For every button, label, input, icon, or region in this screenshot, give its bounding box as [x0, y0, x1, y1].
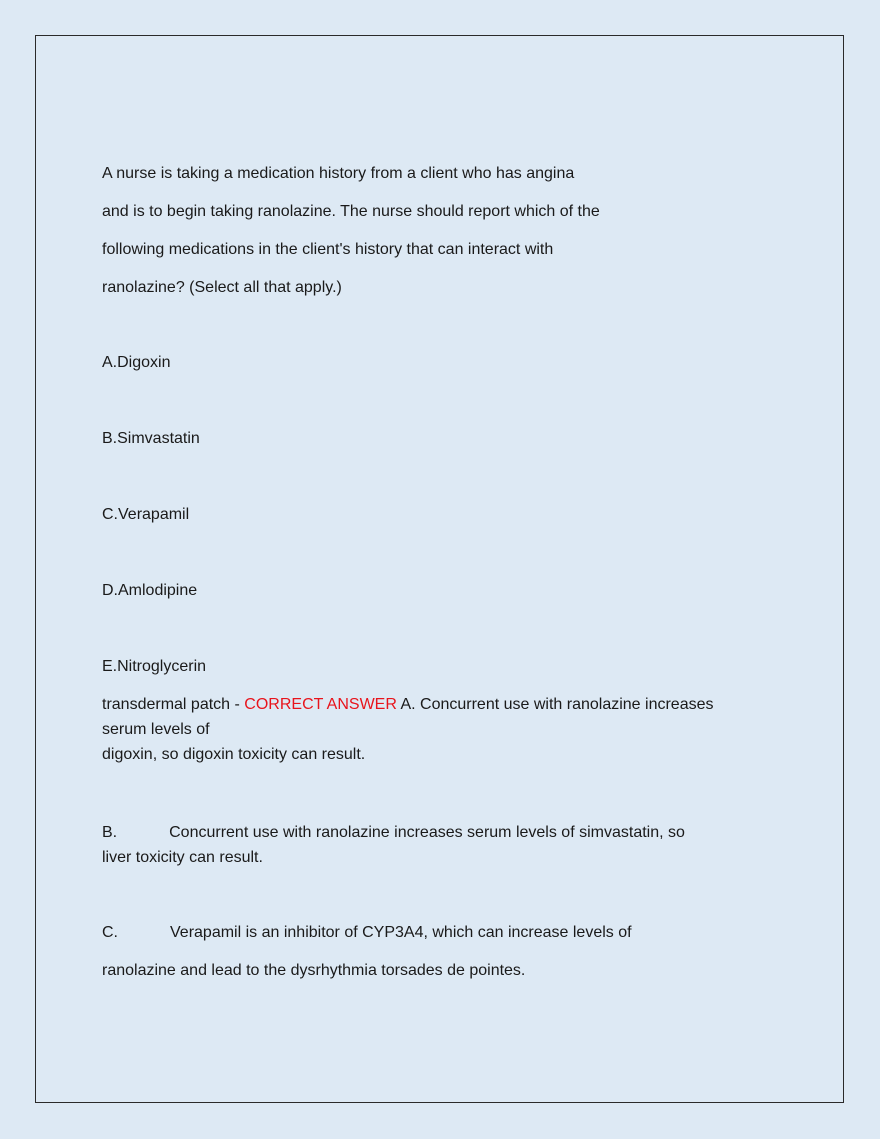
option-d: D.Amlodipine: [102, 582, 198, 599]
option-e: E.Nitroglycerin: [102, 658, 207, 675]
option-c: C.Verapamil: [102, 506, 190, 523]
answer-a-text: A. Concurrent use with ranolazine increases serum levels of: [102, 696, 714, 738]
answer-c-text: Verapamil is an inhibitor of CYP3A4, which can increase levels of: [170, 924, 632, 941]
answer-c-line-1: [102, 923, 632, 943]
question-line-2: and is to begin taking ranolazine. The nurse should report which of the: [102, 203, 600, 220]
option-a: A.Digoxin: [102, 354, 171, 371]
question-line-1: A nurse is taking a medication history from a client who has angina: [102, 165, 575, 182]
answer-paragraph-a: [102, 692, 752, 767]
answer-c-line-2: ranolazine and lead to the dysrhythmia torsades de pointes.: [102, 962, 526, 979]
question-line-3: following medications in the client's history that can interact with: [102, 241, 554, 258]
answer-b-marker: B.: [102, 824, 118, 841]
option-b: B.Simvastatin: [102, 430, 200, 447]
question-line-4: ranolazine? (Select all that apply.): [102, 279, 342, 296]
answer-a-text-2: digoxin, so digoxin toxicity can result.: [102, 746, 366, 763]
answer-b-text: Concurrent use with ranolazine increases serum levels of simvastatin, so: [169, 824, 685, 841]
answer-c-marker: C.: [102, 924, 118, 941]
answer-paragraph-b: [102, 820, 752, 870]
answer-prefix: transdermal patch -: [102, 696, 245, 713]
correct-answer-label: CORRECT ANSWER: [244, 696, 397, 713]
answer-b-text-2: liver toxicity can result.: [102, 849, 263, 866]
